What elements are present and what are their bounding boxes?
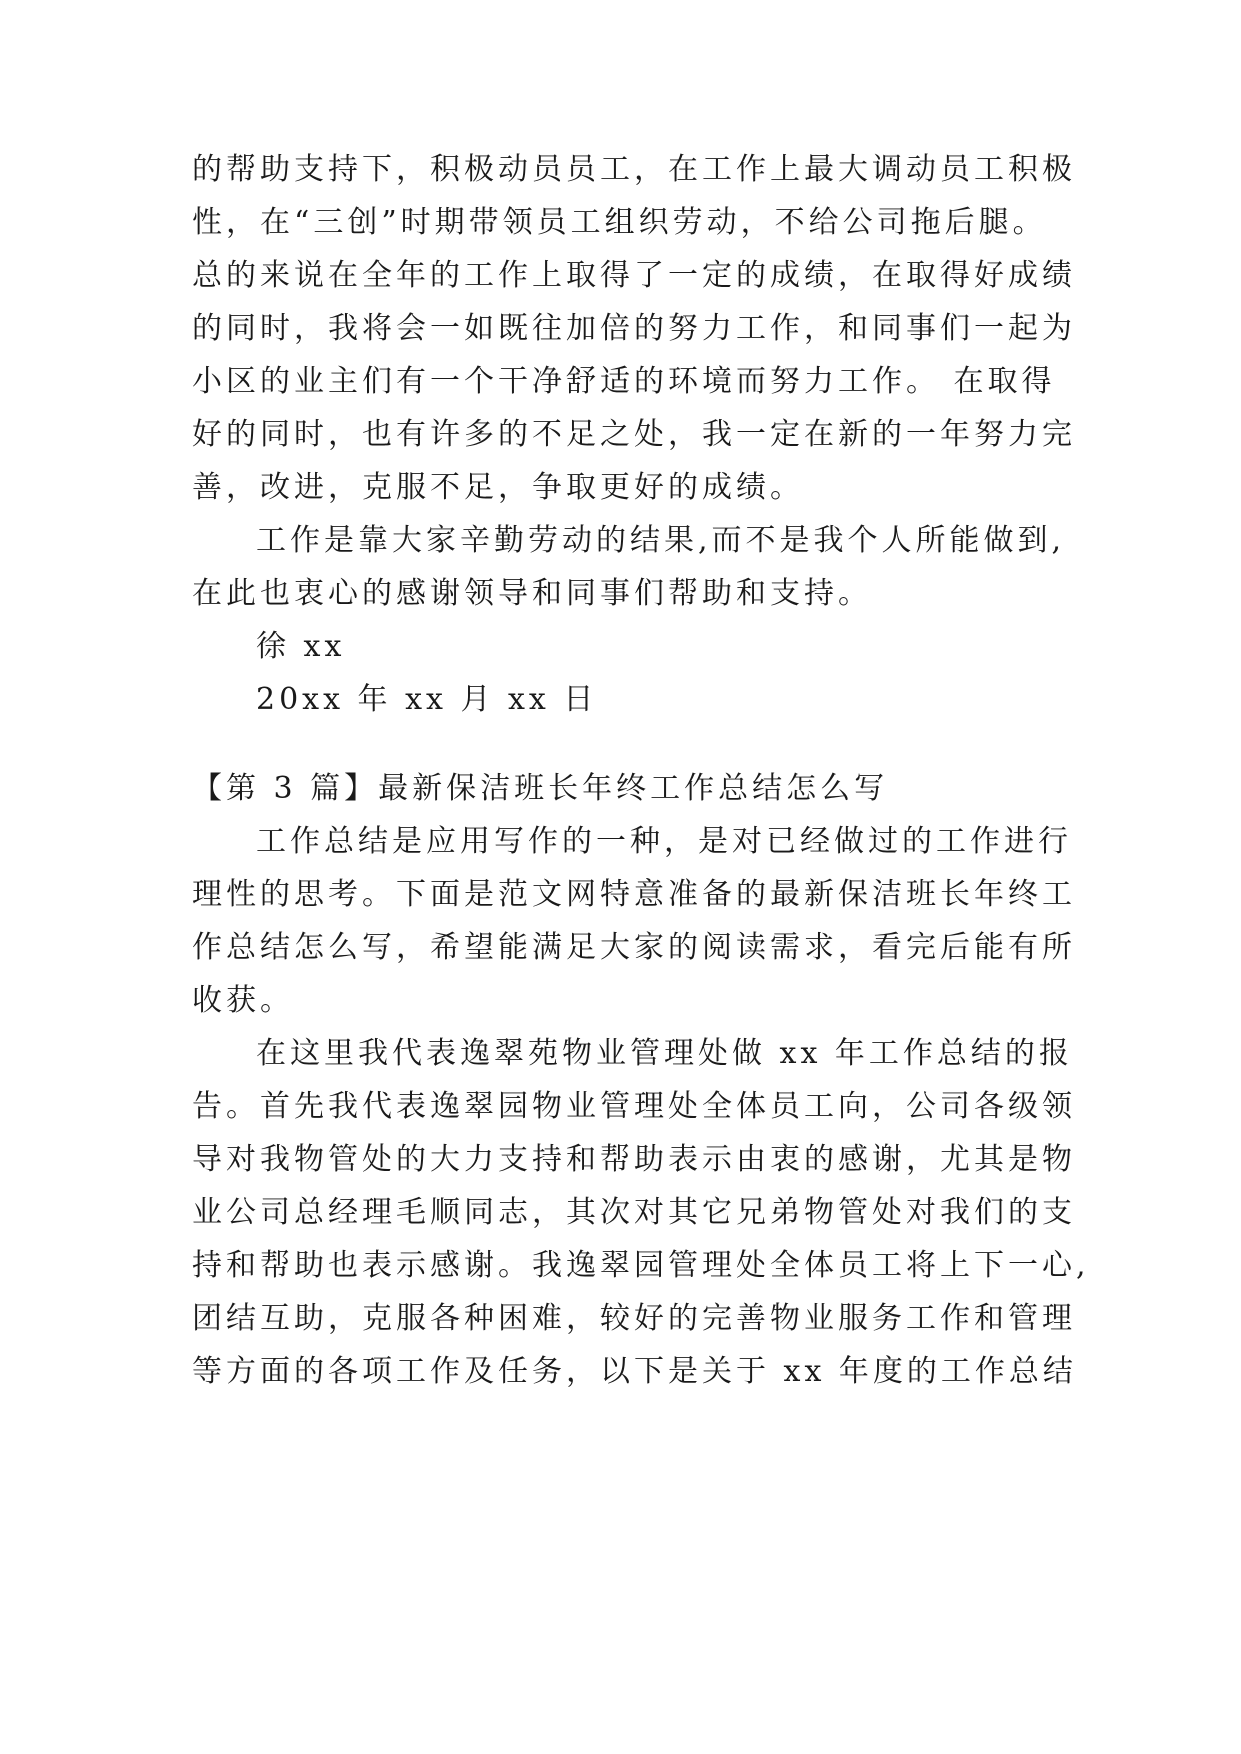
text-line: 作总结怎么写，希望能满足大家的阅读需求，看完后能有所 [192,930,1076,965]
text-line: 等方面的各项工作及任务，以下是关于 xx 年度的工作总结 [192,1354,1077,1389]
text-line: 工作总结是应用写作的一种，是对已经做过的工作进行 [256,824,1072,859]
text-line: 在此也衷心的感谢领导和同事们帮助和支持。 [192,576,872,611]
text-line: 团结互助，克服各种困难，较好的完善物业服务工作和管理 [192,1301,1076,1336]
text-line: 善，改进，克服不足，争取更好的成绩。 [192,470,804,505]
text-line: 在这里我代表逸翠苑物业管理处做 xx 年工作总结的报 [256,1036,1073,1071]
signature-name: 徐 xx [256,629,346,664]
text-line: 总的来说在全年的工作上取得了一定的成绩，在取得好成绩 [192,258,1076,293]
text-line: 性，在“三创”时期带领员工组织劳动，不给公司拖后腿。 [192,205,1047,240]
text-line: 收获。 [192,983,294,1018]
text-line: 理性的思考。下面是范文网特意准备的最新保洁班长年终工 [192,877,1076,912]
text-line: 工作是靠大家辛勤劳动的结果,而不是我个人所能做到, [256,523,1066,558]
text-line: 的同时，我将会一如既往加倍的努力工作，和同事们一起为 [192,311,1076,346]
text-line: 持和帮助也表示感谢。我逸翠园管理处全体员工将上下一心, [192,1248,1090,1283]
section-heading: 【第 3 篇】最新保洁班长年终工作总结怎么写 [192,771,889,806]
text-line: 告。首先我代表逸翠园物业管理处全体员工向，公司各级领 [192,1089,1076,1124]
text-line: 业公司总经理毛顺同志，其次对其它兄弟物管处对我们的支 [192,1195,1076,1230]
text-line: 好的同时，也有许多的不足之处，我一定在新的一年努力完 [192,417,1076,452]
text-line: 小区的业主们有一个干净舒适的环境而努力工作。 在取得 [192,364,1056,399]
signature-date: 20xx 年 xx 月 xx 日 [256,682,598,717]
text-line: 导对我物管处的大力支持和帮助表示由衷的感谢，尤其是物 [192,1142,1076,1177]
text-line: 的帮助支持下，积极动员员工，在工作上最大调动员工积极 [192,152,1076,187]
